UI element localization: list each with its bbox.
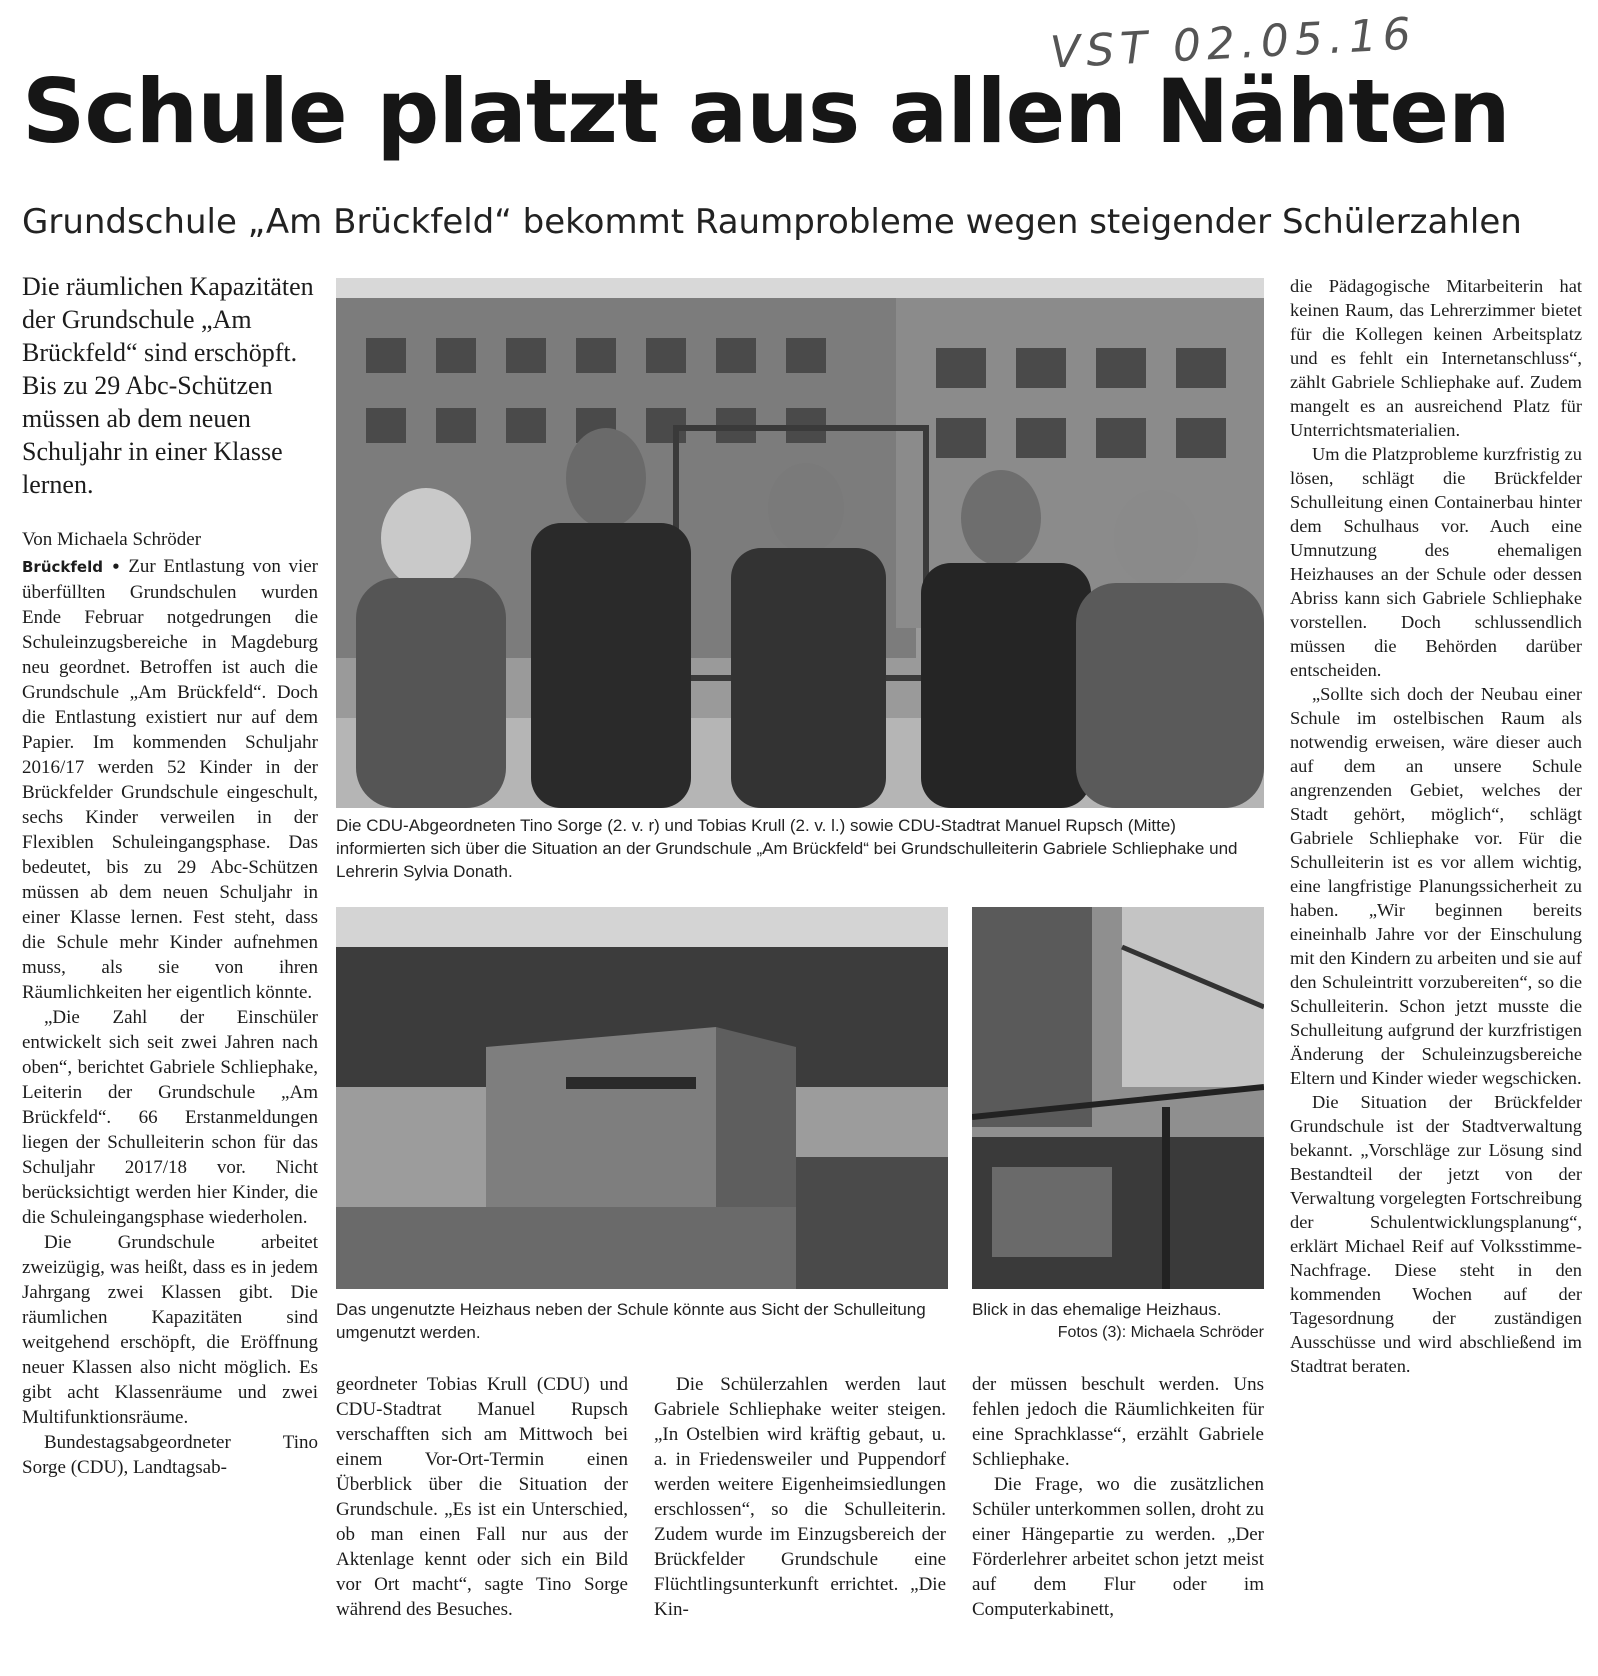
article-column-5 [1290,274,1582,1378]
article-column-2 [336,1372,628,1622]
paragraph: Die Grundschule arbeitet zweizügig, was heißt, dass es in jedem Jahrgang zwei Klassen gibt. Die räumlichen Kapazitäten sind weitgehend erschöpft, die Eröffnung neuer Klassen also nicht möglich. Es gibt acht Klassenräume und zwei Multifunktionsräume. [22,1232,318,1428]
paragraph: geordneter Tobias Krull (CDU) und CDU-Stadtrat Manuel Rupsch verschafften sich am Mittwoch bei einem Vor-Ort-Termin einen Überblick über die Situation der Grundschule. „Es ist ein Unterschied, ob man einen Fall nur aus der Aktenlage kennt oder sich ein Bild vor Ort macht“, sagte Tino Sorge während des Besuches. [336,1374,628,1620]
photo-heating-house [336,907,948,1289]
article-column-4 [972,1372,1264,1622]
paragraph: Bundestagsabgeordneter Tino Sorge (CDU), Landtagsab- [22,1432,318,1478]
photo-caption: Das ungenutzte Heizhaus neben der Schule könnte aus Sicht der Schulleitung umgenutzt werden. [336,1300,926,1342]
paragraph: Die Situation der Brückfelder Grundschule ist der Stadtverwaltung bekannt. „Vorschläge zur Lösung sind Bestandteil der jetzt von der Verwaltung vorgelegten Fortschreibung der Schulentwicklungsplanung“, erklärt Michael Reif auf Volksstimme-Nachfrage. Diese steht in den kommenden Wochen auf der Tagesordnung der zuständigen Ausschüsse und wird abschließend im Stadtrat beraten. [1290,1092,1582,1376]
paragraph: Brückfeld • Zur Entlastung von vier überfüllten Grundschulen wurden Ende Februar notgedrungen die Schuleinzugsbereiche in Magdeburg neu geordnet. Betroffen ist auch die Grundschule „Am Brückfeld“. Doch die Entlastung existiert nur auf dem Papier. Im kommenden Schuljahr 2016/17 werden 52 Kinder in der Brückfelder Grundschule eingeschult, sechs Kinder verweilen in der Flexiblen Schuleingangsphase. Das bedeutet, bis zu 29 Abc-Schützen müssen ab dem neuen Schuljahr in einer Klasse lernen. Fest steht, dass die Schule mehr Kinder aufnehmen muss, als sie von ihren Räumlichkeiten her eigentlich könnte. [22,556,319,1003]
dateline: Brückfeld • [22,558,121,576]
paragraph: Die Schülerzahlen werden laut Gabriele Schliephake weiter steigen. „In Ostelbien wird kräftig gebaut, u. a. in Friedensweiler und Puppendorf werden weitere Eigenheimsiedlungen erschlossen“, so die Schulleiterin. Zudem wurde im Einzugsbereich der Brückfelder Grundschule eine Flüchtlingsunterkunft errichtet. „Die Kin- [654,1374,946,1620]
subheadline: Grundschule „Am Brückfeld“ bekommt Raumprobleme wegen steigender Schülerzahlen [22,202,1522,242]
paragraph: der müssen beschult werden. Uns fehlen jedoch die Räumlichkeiten für eine Sprachklasse“, erzählt Gabriele Schliephake. [972,1374,1264,1470]
photo-group-at-school [336,278,1264,808]
paragraph: die Pädagogische Mitarbeiterin hat keinen Raum, das Lehrerzimmer bietet für die Kollegen keinen Arbeitsplatz und es fehlt ein Internetanschluss“, zählt Gabriele Schliephake auf. Zudem mangelt es an ausreichend Platz für Unterrichtsmaterialien. [1290,276,1582,440]
photo-heating-house-interior [972,907,1264,1289]
photo-credit: Fotos (3): Michaela Schröder [1057,1324,1264,1341]
paragraph: Die Frage, wo die zusätzlichen Schüler unterkommen sollen, droht zu einer Hängepartie zu werden. „Der Förderlehrer arbeitet schon jetzt meist auf dem Flur oder im Computerkabinett, [972,1474,1264,1620]
photo-caption: Die CDU-Abgeordneten Tino Sorge (2. v. r) und Tobias Krull (2. v. l.) sowie CDU-Stadtrat Manuel Rupsch (Mitte) informierten sich über die Situation an der Grundschule „Am Brückfeld“ bei Grundschulleiterin Gabriele Schliephake und Lehrerin Sylvia Donath. [336,816,1238,881]
article-column-1 [22,527,318,1480]
photo-caption: Blick in das ehemalige Heizhaus. [972,1300,1222,1319]
paragraph: „Die Zahl der Einschüler entwickelt sich seit zwei Jahren nach oben“, berichtet Gabriele Schliephake, Leiterin der Grundschule „Am Brückfeld“. 66 Erstanmeldungen liegen der Schulleiterin schon für das Schuljahr 2017/18 vor. Nicht berücksichtigt werden hier Kinder, die die Schuleingangsphase wiederholen. [22,1007,318,1228]
headline: Schule platzt aus allen Nähten [22,60,1510,163]
lead-paragraph: Die räumlichen Kapazitäten der Grundschule „Am Brückfeld“ sind erschöpft. Bis zu 29 Abc-Schützen müssen ab dem neuen Schuljahr in einer Klasse lernen. [22,272,314,499]
article-column-3 [654,1372,946,1622]
handwritten-date-note: VST 02.05.16 [1048,8,1418,79]
paragraph: „Sollte sich doch der Neubau einer Schule im ostelbischen Raum als notwendig erweisen, wäre dieser auch auf dem an unsere Schule angrenzenden Gebiet, welches der Stadt gehört, möglich“, schlägt Gabriele Schliephake vor. Für die Schulleiterin ist es vor allem wichtig, eine langfristige Planungssicherheit zu haben. „Wir beginnen bereits eineinhalb Jahre vor der Einschulung mit den Kindern zu arbeiten und sie auf den Schuleintritt vorzubereiten“, so die Schulleiterin. Schon jetzt musste die Schulleitung aufgrund der kurzfristigen Änderung der Schuleinzugsbereiche Eltern und Kinder wieder wegschicken. [1290,684,1582,1088]
byline: Von Michaela Schröder [22,529,202,550]
paragraph: Um die Platzprobleme kurzfristig zu lösen, schlägt die Brückfelder Schulleitung einen Containerbau hinter dem Schulhaus vor. Auch eine Umnutzung des ehemaligen Heizhauses an der Schule oder dessen Abriss kann sich Gabriele Schliephake vorstellen. Doch schlussendlich müssen die Behörden darüber entscheiden. [1290,444,1582,680]
